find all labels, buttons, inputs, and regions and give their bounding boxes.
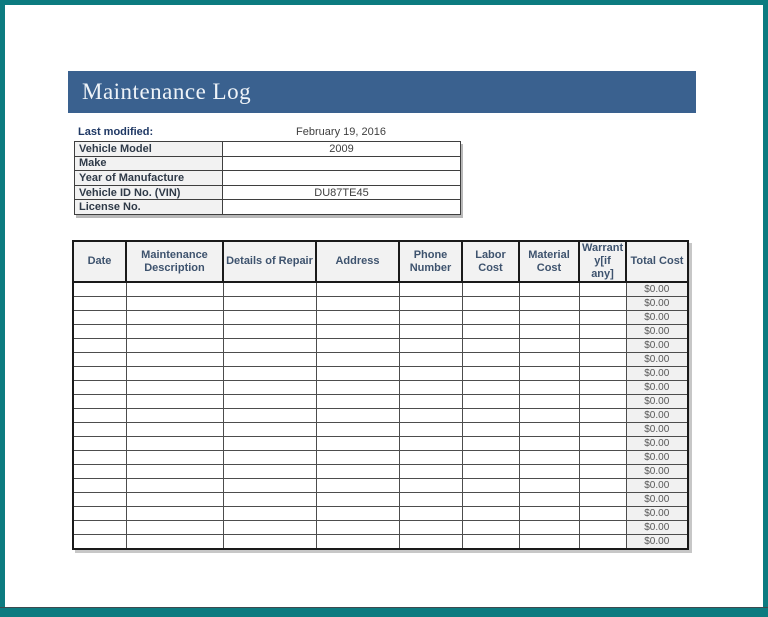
cell-phone-number[interactable]	[399, 451, 462, 465]
cell-labor-cost[interactable]	[462, 325, 519, 339]
log-row	[73, 535, 688, 550]
cell-warranty[interactable]	[579, 479, 626, 493]
cell-address[interactable]	[316, 451, 399, 465]
cell-address[interactable]	[316, 437, 399, 451]
log-row	[73, 521, 688, 535]
cell-warranty[interactable]	[579, 437, 626, 451]
cell-maintenance-description[interactable]	[126, 297, 223, 311]
info-row	[75, 171, 461, 186]
cell-phone-number[interactable]	[399, 535, 462, 550]
log-row	[73, 339, 688, 353]
cell-material-cost[interactable]	[519, 367, 579, 381]
log-header-row	[73, 241, 688, 282]
cell-details-of-repair[interactable]	[223, 437, 316, 451]
cell-phone-number[interactable]	[399, 297, 462, 311]
cell-labor-cost[interactable]	[462, 493, 519, 507]
cell-address[interactable]	[316, 423, 399, 437]
cell-material-cost[interactable]	[519, 297, 579, 311]
cell-address[interactable]	[316, 367, 399, 381]
info-row	[75, 142, 461, 157]
cell-address[interactable]	[316, 507, 399, 521]
cell-warranty[interactable]	[579, 353, 626, 367]
cell-total-cost[interactable]: $0.00	[626, 423, 688, 437]
cell-maintenance-description[interactable]	[126, 282, 223, 297]
cell-material-cost[interactable]	[519, 381, 579, 395]
cell-labor-cost[interactable]	[462, 465, 519, 479]
cell-address[interactable]	[316, 465, 399, 479]
cell-phone-number[interactable]	[399, 507, 462, 521]
cell-date[interactable]	[73, 381, 126, 395]
cell-address[interactable]	[316, 325, 399, 339]
cell-date[interactable]	[73, 493, 126, 507]
cell-details-of-repair[interactable]	[223, 395, 316, 409]
cell-details-of-repair[interactable]	[223, 367, 316, 381]
info-value-field[interactable]	[223, 200, 461, 215]
info-value-field[interactable]	[223, 171, 461, 186]
cell-total-cost[interactable]: $0.00	[626, 493, 688, 507]
cell-details-of-repair[interactable]	[223, 353, 316, 367]
info-label: Make	[75, 156, 223, 171]
cell-date[interactable]	[73, 353, 126, 367]
cell-date[interactable]	[73, 521, 126, 535]
log-row	[73, 465, 688, 479]
cell-date[interactable]	[73, 395, 126, 409]
cell-phone-number[interactable]	[399, 282, 462, 297]
frame-border-right	[763, 0, 768, 617]
cell-maintenance-description[interactable]	[126, 507, 223, 521]
cell-phone-number[interactable]	[399, 479, 462, 493]
log-row	[73, 381, 688, 395]
cell-phone-number[interactable]	[399, 437, 462, 451]
cell-total-cost[interactable]: $0.00	[626, 325, 688, 339]
cell-address[interactable]	[316, 409, 399, 423]
cell-total-cost[interactable]: $0.00	[626, 409, 688, 423]
title-bar	[68, 71, 696, 113]
column-header-total-cost: Total Cost	[626, 241, 688, 282]
cell-labor-cost[interactable]	[462, 353, 519, 367]
cell-phone-number[interactable]	[399, 381, 462, 395]
cell-date[interactable]	[73, 325, 126, 339]
cell-total-cost[interactable]: $0.00	[626, 437, 688, 451]
cell-maintenance-description[interactable]	[126, 535, 223, 550]
cell-details-of-repair[interactable]	[223, 451, 316, 465]
cell-maintenance-description[interactable]	[126, 437, 223, 451]
cell-date[interactable]	[73, 367, 126, 381]
cell-warranty[interactable]	[579, 521, 626, 535]
cell-phone-number[interactable]	[399, 521, 462, 535]
cell-phone-number[interactable]	[399, 395, 462, 409]
log-row	[73, 451, 688, 465]
cell-labor-cost[interactable]	[462, 437, 519, 451]
cell-details-of-repair[interactable]	[223, 535, 316, 550]
cell-warranty[interactable]	[579, 282, 626, 297]
cell-warranty[interactable]	[579, 493, 626, 507]
cell-maintenance-description[interactable]	[126, 451, 223, 465]
cell-total-cost[interactable]: $0.00	[626, 465, 688, 479]
cell-total-cost[interactable]: $0.00	[626, 367, 688, 381]
column-header-phone-number: Phone Number	[399, 241, 462, 282]
frame-border-bottom	[0, 607, 768, 617]
frame-border-top	[0, 0, 768, 5]
cell-date[interactable]	[73, 282, 126, 297]
cell-labor-cost[interactable]	[462, 423, 519, 437]
cell-labor-cost[interactable]	[462, 339, 519, 353]
column-header-address: Address	[316, 241, 399, 282]
cell-date[interactable]	[73, 465, 126, 479]
cell-phone-number[interactable]	[399, 409, 462, 423]
cell-material-cost[interactable]	[519, 282, 579, 297]
cell-total-cost[interactable]: $0.00	[626, 381, 688, 395]
cell-labor-cost[interactable]	[462, 381, 519, 395]
cell-warranty[interactable]	[579, 381, 626, 395]
cell-warranty[interactable]	[579, 507, 626, 521]
cell-address[interactable]	[316, 493, 399, 507]
cell-phone-number[interactable]	[399, 339, 462, 353]
cell-total-cost[interactable]: $0.00	[626, 451, 688, 465]
cell-warranty[interactable]	[579, 395, 626, 409]
cell-date[interactable]	[73, 339, 126, 353]
cell-address[interactable]	[316, 339, 399, 353]
log-row	[73, 395, 688, 409]
cell-details-of-repair[interactable]	[223, 423, 316, 437]
cell-maintenance-description[interactable]	[126, 353, 223, 367]
cell-address[interactable]	[316, 521, 399, 535]
cell-material-cost[interactable]	[519, 479, 579, 493]
cell-total-cost[interactable]: $0.00	[626, 535, 688, 550]
log-row	[73, 353, 688, 367]
cell-total-cost[interactable]: $0.00	[626, 479, 688, 493]
cell-maintenance-description[interactable]	[126, 521, 223, 535]
log-row	[73, 493, 688, 507]
column-header-material-cost: Material Cost	[519, 241, 579, 282]
column-header-maintenance-description: Maintenance Description	[126, 241, 223, 282]
log-row	[73, 423, 688, 437]
cell-phone-number[interactable]	[399, 493, 462, 507]
last-modified-row	[74, 125, 460, 141]
cell-material-cost[interactable]	[519, 437, 579, 451]
cell-labor-cost[interactable]	[462, 409, 519, 423]
cell-total-cost[interactable]: $0.00	[626, 311, 688, 325]
column-header-details-of-repair: Details of Repair	[223, 241, 316, 282]
info-row	[75, 156, 461, 171]
cell-labor-cost[interactable]	[462, 521, 519, 535]
cell-maintenance-description[interactable]	[126, 325, 223, 339]
cell-total-cost[interactable]: $0.00	[626, 339, 688, 353]
cell-maintenance-description[interactable]	[126, 311, 223, 325]
column-header-labor-cost: Labor Cost	[462, 241, 519, 282]
cell-date[interactable]	[73, 507, 126, 521]
cell-warranty[interactable]	[579, 311, 626, 325]
cell-date[interactable]	[73, 535, 126, 550]
cell-maintenance-description[interactable]	[126, 395, 223, 409]
cell-phone-number[interactable]	[399, 325, 462, 339]
page-title: Maintenance Log	[82, 79, 252, 104]
cell-date[interactable]	[73, 479, 126, 493]
cell-warranty[interactable]	[579, 535, 626, 550]
log-row	[73, 282, 688, 297]
cell-total-cost[interactable]: $0.00	[626, 507, 688, 521]
cell-warranty[interactable]	[579, 297, 626, 311]
cell-maintenance-description[interactable]	[126, 423, 223, 437]
log-row	[73, 297, 688, 311]
cell-address[interactable]	[316, 311, 399, 325]
cell-date[interactable]	[73, 451, 126, 465]
cell-maintenance-description[interactable]	[126, 465, 223, 479]
log-row	[73, 409, 688, 423]
cell-phone-number[interactable]	[399, 423, 462, 437]
cell-labor-cost[interactable]	[462, 451, 519, 465]
cell-labor-cost[interactable]	[462, 297, 519, 311]
cell-labor-cost[interactable]	[462, 395, 519, 409]
cell-address[interactable]	[316, 297, 399, 311]
cell-date[interactable]	[73, 437, 126, 451]
info-label: Vehicle ID No. (VIN)	[75, 185, 223, 200]
log-row	[73, 507, 688, 521]
cell-details-of-repair[interactable]	[223, 465, 316, 479]
cell-maintenance-description[interactable]	[126, 409, 223, 423]
info-value-field[interactable]: DU87TE45	[223, 185, 461, 200]
cell-total-cost[interactable]: $0.00	[626, 395, 688, 409]
cell-warranty[interactable]	[579, 339, 626, 353]
info-label: Vehicle Model	[75, 142, 223, 157]
cell-details-of-repair[interactable]	[223, 325, 316, 339]
info-value-field[interactable]	[223, 156, 461, 171]
cell-details-of-repair[interactable]	[223, 339, 316, 353]
cell-warranty[interactable]	[579, 423, 626, 437]
cell-details-of-repair[interactable]	[223, 409, 316, 423]
log-row	[73, 311, 688, 325]
cell-labor-cost[interactable]	[462, 479, 519, 493]
maintenance-log-table	[72, 240, 689, 550]
cell-address[interactable]	[316, 395, 399, 409]
cell-warranty[interactable]	[579, 451, 626, 465]
column-header-warranty: Warrant y[if any]	[579, 241, 626, 282]
cell-material-cost[interactable]	[519, 339, 579, 353]
cell-address[interactable]	[316, 381, 399, 395]
cell-material-cost[interactable]	[519, 423, 579, 437]
cell-details-of-repair[interactable]	[223, 282, 316, 297]
cell-total-cost[interactable]: $0.00	[626, 297, 688, 311]
cell-maintenance-description[interactable]	[126, 493, 223, 507]
cell-warranty[interactable]	[579, 325, 626, 339]
cell-total-cost[interactable]: $0.00	[626, 282, 688, 297]
cell-material-cost[interactable]	[519, 353, 579, 367]
vehicle-info-table	[74, 141, 461, 215]
info-label: Year of Manufacture	[75, 171, 223, 186]
cell-material-cost[interactable]	[519, 451, 579, 465]
info-row	[75, 200, 461, 215]
info-row	[75, 185, 461, 200]
log-row	[73, 479, 688, 493]
cell-address[interactable]	[316, 353, 399, 367]
cell-total-cost[interactable]: $0.00	[626, 521, 688, 535]
cell-date[interactable]	[73, 423, 126, 437]
cell-details-of-repair[interactable]	[223, 297, 316, 311]
cell-date[interactable]	[73, 311, 126, 325]
cell-material-cost[interactable]	[519, 507, 579, 521]
cell-address[interactable]	[316, 535, 399, 550]
cell-date[interactable]	[73, 297, 126, 311]
log-row	[73, 437, 688, 451]
log-row	[73, 367, 688, 381]
cell-warranty[interactable]	[579, 465, 626, 479]
cell-material-cost[interactable]	[519, 535, 579, 550]
cell-material-cost[interactable]	[519, 409, 579, 423]
cell-labor-cost[interactable]	[462, 507, 519, 521]
cell-labor-cost[interactable]	[462, 535, 519, 550]
log-row	[73, 325, 688, 339]
info-label: License No.	[75, 200, 223, 215]
cell-material-cost[interactable]	[519, 325, 579, 339]
cell-details-of-repair[interactable]	[223, 521, 316, 535]
cell-phone-number[interactable]	[399, 353, 462, 367]
info-value-field[interactable]: 2009	[223, 142, 461, 157]
cell-date[interactable]	[73, 409, 126, 423]
column-header-date: Date	[73, 241, 126, 282]
cell-phone-number[interactable]	[399, 465, 462, 479]
cell-address[interactable]	[316, 479, 399, 493]
cell-maintenance-description[interactable]	[126, 381, 223, 395]
cell-material-cost[interactable]	[519, 311, 579, 325]
last-modified-label: Last modified:	[78, 126, 154, 138]
cell-details-of-repair[interactable]	[223, 479, 316, 493]
last-modified-value: February 19, 2016	[296, 126, 386, 138]
cell-material-cost[interactable]	[519, 521, 579, 535]
cell-warranty[interactable]	[579, 367, 626, 381]
cell-maintenance-description[interactable]	[126, 367, 223, 381]
cell-labor-cost[interactable]	[462, 367, 519, 381]
cell-material-cost[interactable]	[519, 395, 579, 409]
cell-details-of-repair[interactable]	[223, 493, 316, 507]
cell-maintenance-description[interactable]	[126, 339, 223, 353]
frame-border-left	[0, 0, 5, 617]
cell-details-of-repair[interactable]	[223, 381, 316, 395]
cell-labor-cost[interactable]	[462, 282, 519, 297]
cell-details-of-repair[interactable]	[223, 311, 316, 325]
cell-total-cost[interactable]: $0.00	[626, 353, 688, 367]
cell-phone-number[interactable]	[399, 311, 462, 325]
cell-labor-cost[interactable]	[462, 311, 519, 325]
cell-material-cost[interactable]	[519, 465, 579, 479]
cell-phone-number[interactable]	[399, 367, 462, 381]
cell-warranty[interactable]	[579, 409, 626, 423]
cell-maintenance-description[interactable]	[126, 479, 223, 493]
cell-details-of-repair[interactable]	[223, 507, 316, 521]
cell-address[interactable]	[316, 282, 399, 297]
cell-material-cost[interactable]	[519, 493, 579, 507]
